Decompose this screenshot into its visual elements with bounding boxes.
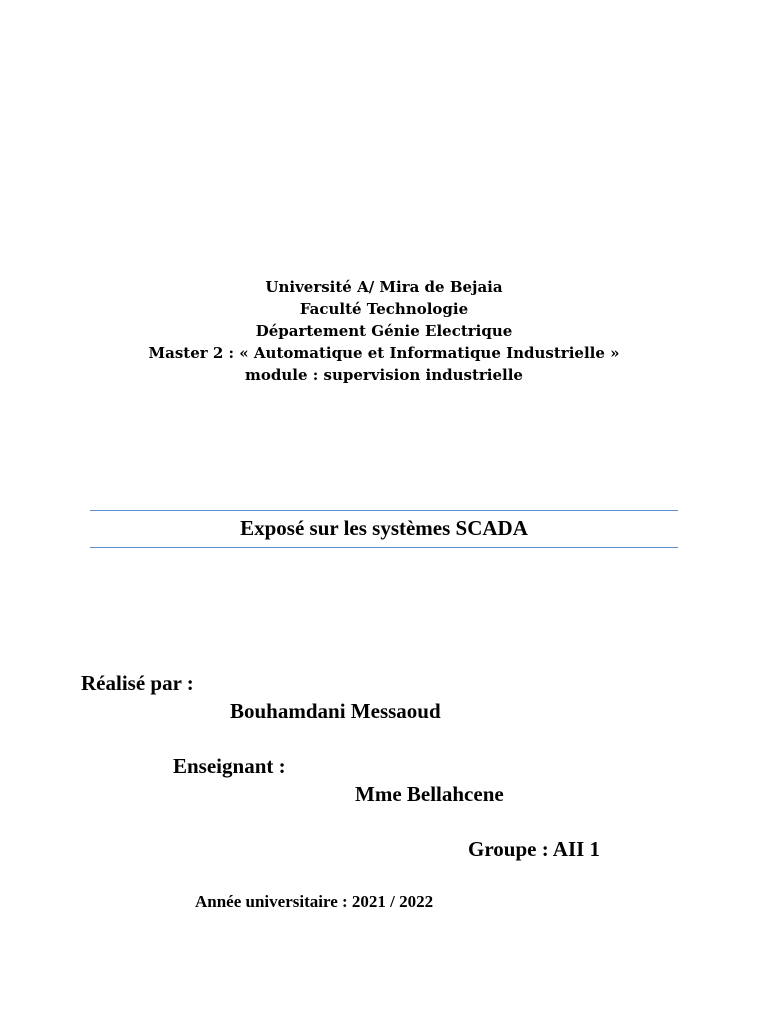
master-program: Master 2 : « Automatique et Informatique Industrielle »: [148, 344, 620, 362]
title-top-rule: [90, 510, 678, 511]
teacher-name: Mme Bellahcene: [355, 782, 504, 806]
institution-header: [0, 276, 768, 386]
author-name: Bouhamdani Messaoud: [230, 699, 441, 723]
academic-year: Année universitaire : 2021 / 2022: [195, 892, 434, 911]
department-name: Département Génie Electrique: [255, 322, 513, 340]
module-name: module : supervision industrielle: [245, 366, 523, 384]
faculty-name: Faculté Technologie: [299, 300, 469, 318]
enseignant-label: Enseignant :: [173, 754, 286, 778]
document-title: Exposé sur les systèmes SCADA: [240, 516, 528, 540]
group-label: Groupe : AII 1: [468, 837, 601, 861]
title-bottom-rule: [90, 547, 678, 548]
realise-par-label: Réalisé par :: [81, 671, 194, 695]
university-name: Université A/ Mira de Bejaia: [265, 278, 503, 296]
